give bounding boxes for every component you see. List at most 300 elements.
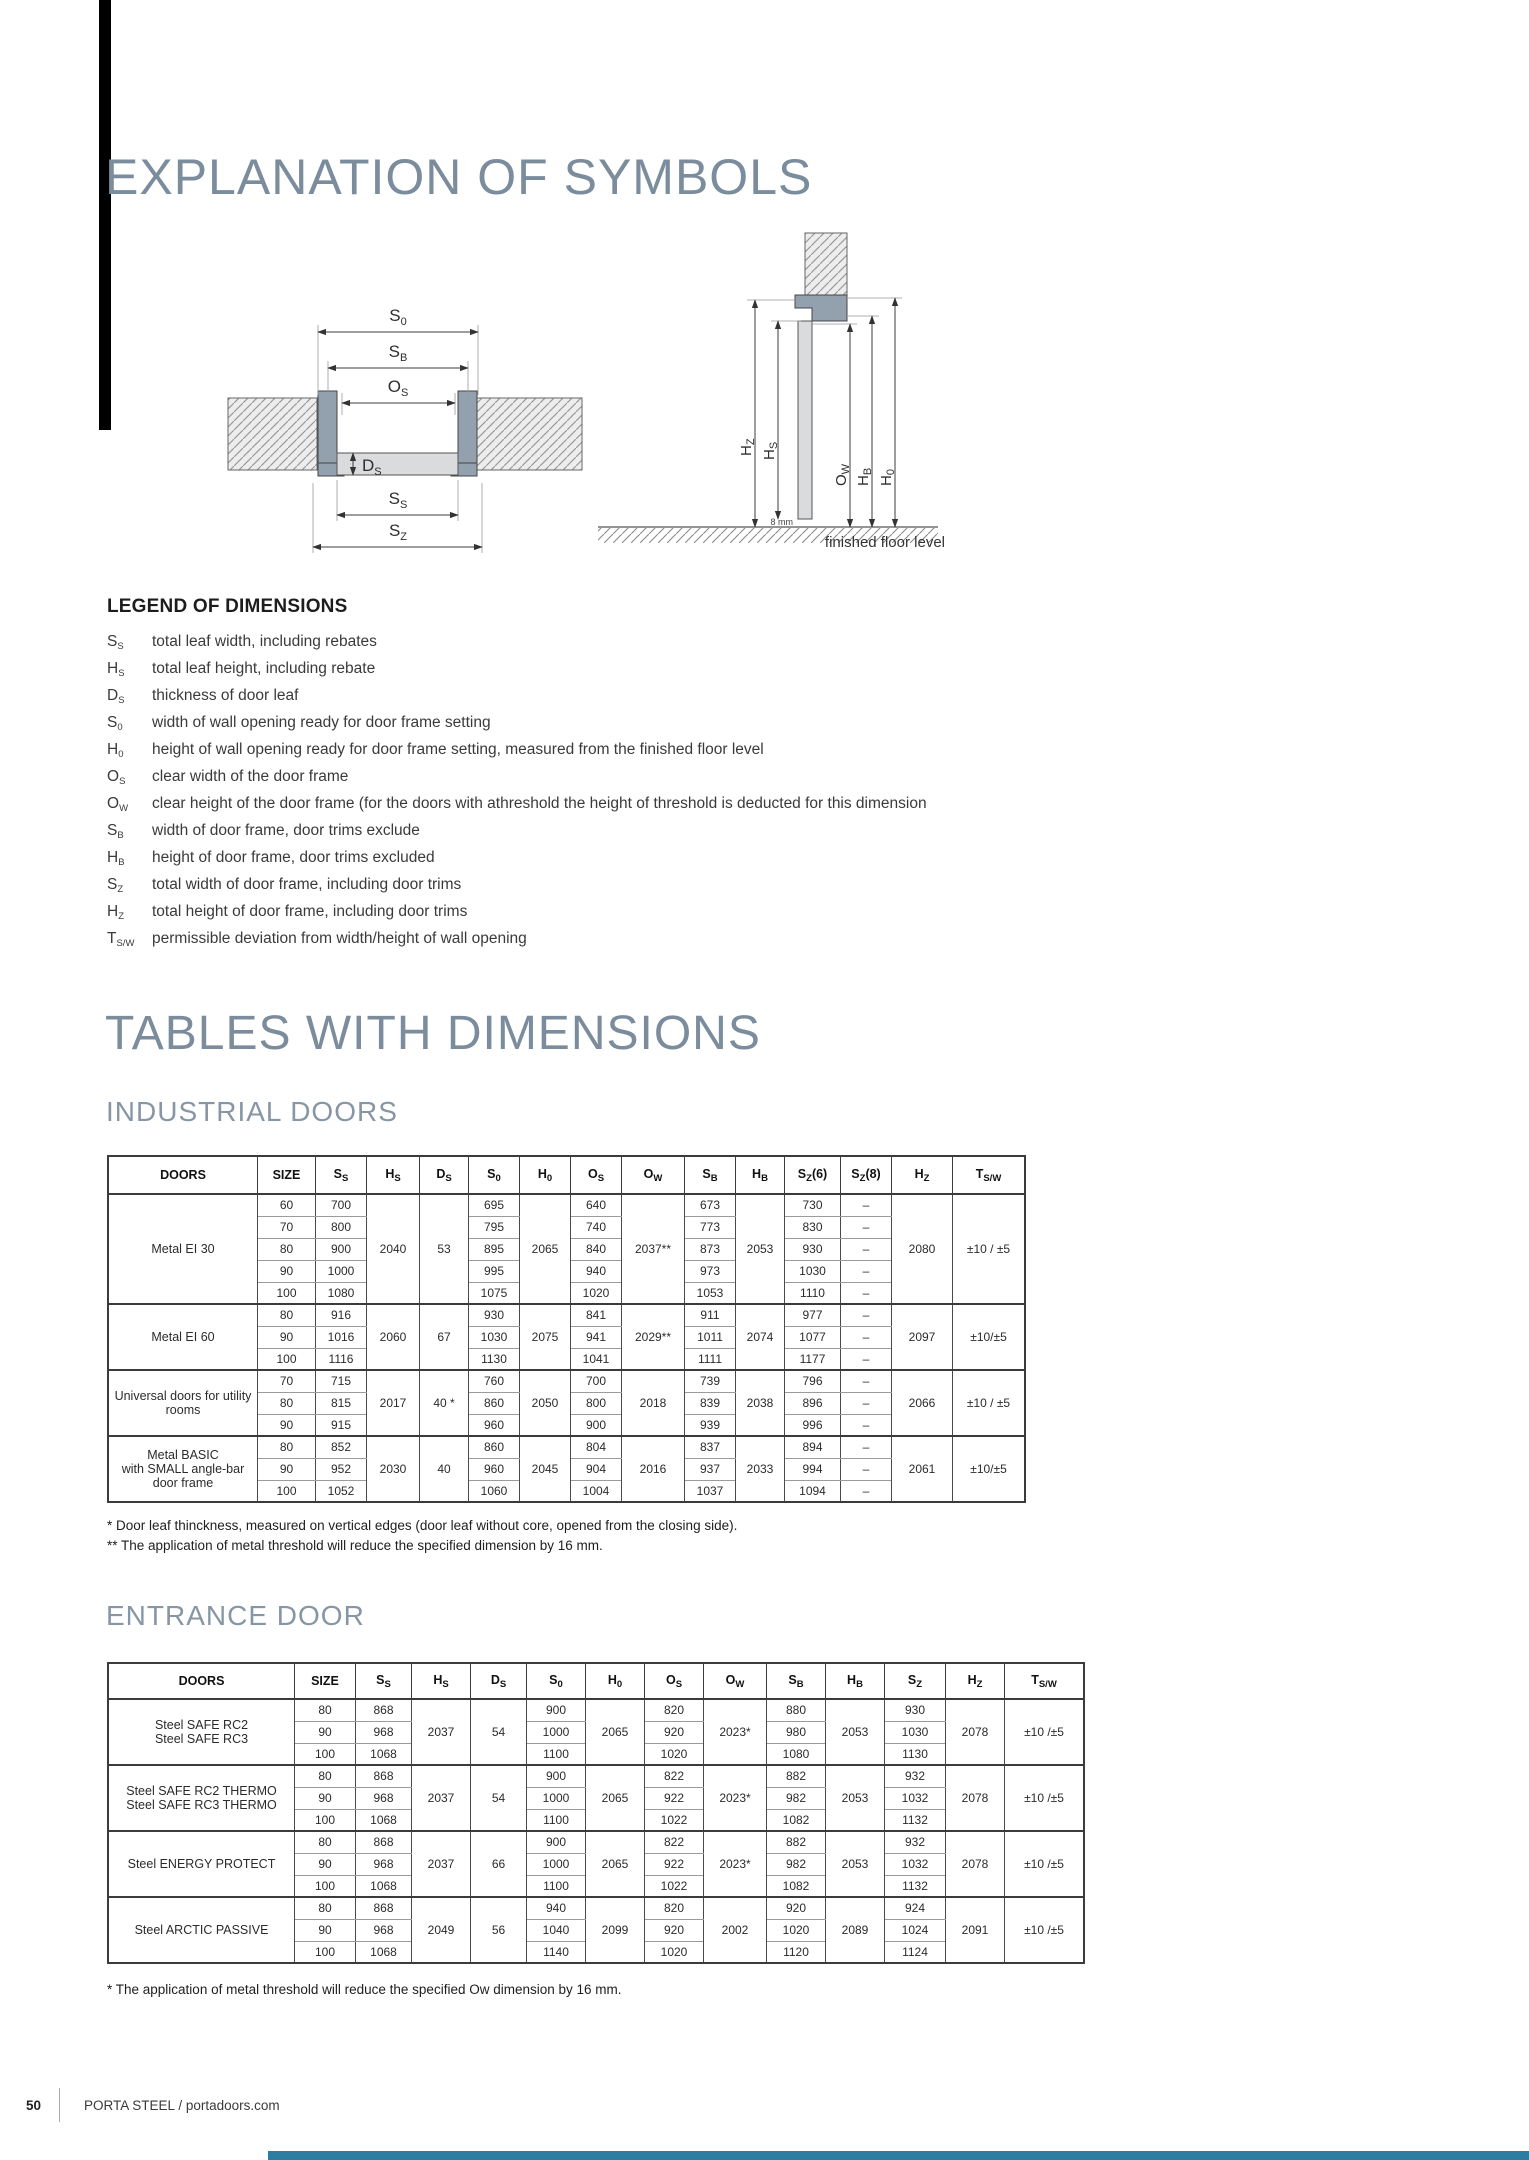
cell-sz8: – <box>841 1480 892 1502</box>
legend-heading: LEGEND OF DIMENSIONS <box>107 596 348 617</box>
cell-s0: 1075 <box>469 1282 520 1304</box>
cell-sb: 1080 <box>767 1743 826 1765</box>
cell-os: 822 <box>645 1831 704 1853</box>
cell-ds: 40 <box>420 1436 469 1502</box>
industrial-doors-heading: INDUSTRIAL DOORS <box>106 1096 398 1127</box>
legend-description: width of door frame, door trims exclude <box>152 822 420 839</box>
cell-sz: 1130 <box>885 1743 946 1765</box>
cell-sz8: – <box>841 1216 892 1238</box>
wall-right <box>477 398 582 470</box>
legend-symbol: $H_S$ <box>107 660 125 679</box>
cell-sizes: 80 <box>258 1436 316 1458</box>
cell-sb: 1037 <box>685 1480 736 1502</box>
dim-label-ds: $D_S$ <box>362 456 382 478</box>
cell-sz6: 930 <box>785 1238 841 1260</box>
dim-label-os: $O_S$ <box>387 377 409 399</box>
cell-os: 700 <box>571 1370 622 1392</box>
footnote: * The application of metal threshold will reduce the specified Ow dimension by 16 mm. <box>107 1982 622 1997</box>
cell-hs: 2060 <box>367 1304 420 1370</box>
cell-sb: 739 <box>685 1370 736 1392</box>
cell-sb: 1053 <box>685 1282 736 1304</box>
cell-os: 841 <box>571 1304 622 1326</box>
cell-sizes: 80 <box>258 1392 316 1414</box>
cell-tsw: ±10/±5 <box>953 1304 1026 1370</box>
cell-sizes: 60 <box>258 1194 316 1216</box>
cell-s0: 1000 <box>527 1787 586 1809</box>
legend-item <box>107 822 1007 849</box>
cell-os: 1004 <box>571 1480 622 1502</box>
cell-ss: 1000 <box>316 1260 367 1282</box>
cell-sz6: 1177 <box>785 1348 841 1370</box>
cell-hb: 2053 <box>826 1699 885 1765</box>
cell-sizes: 100 <box>258 1348 316 1370</box>
cell-sz6: 1030 <box>785 1260 841 1282</box>
cell-s0: 940 <box>527 1897 586 1919</box>
cell-h0: 2050 <box>520 1370 571 1436</box>
cell-hs: 2037 <box>412 1699 471 1765</box>
cell-sz: 1132 <box>885 1875 946 1897</box>
entrance-footnotes <box>107 1980 622 2000</box>
column-header-sb: $S_B$ <box>767 1663 826 1699</box>
legend-symbol: $S_B$ <box>107 822 124 841</box>
cell-sz: 1024 <box>885 1919 946 1941</box>
column-header-hs: $H_S$ <box>367 1156 420 1194</box>
column-header-name: DOORS <box>108 1156 258 1194</box>
cell-ss: 968 <box>356 1919 412 1941</box>
cell-sb: 837 <box>685 1436 736 1458</box>
cell-os: 820 <box>645 1897 704 1919</box>
dim-label-sz: $S_Z$ <box>388 521 408 543</box>
frame-head <box>795 295 847 321</box>
cell-sz6: 796 <box>785 1370 841 1392</box>
cell-s0: 900 <box>527 1831 586 1853</box>
table-row <box>108 1765 1084 1787</box>
cell-os: 804 <box>571 1436 622 1458</box>
cell-sb: 1011 <box>685 1326 736 1348</box>
cell-sb: 1111 <box>685 1348 736 1370</box>
footnote: ** The application of metal threshold will reduce the specified dimension by 16 mm. <box>107 1538 603 1553</box>
cell-sz6: 1094 <box>785 1480 841 1502</box>
cell-s0: 760 <box>469 1370 520 1392</box>
cell-hz: 2080 <box>892 1194 953 1304</box>
cell-sb: 911 <box>685 1304 736 1326</box>
cell-ds: 40 * <box>420 1370 469 1436</box>
cell-ds: 67 <box>420 1304 469 1370</box>
cell-sz6: 730 <box>785 1194 841 1216</box>
legend-description: total height of door frame, including door trims <box>152 903 468 920</box>
cell-ss: 968 <box>356 1787 412 1809</box>
column-header-os: $O_S$ <box>571 1156 622 1194</box>
legend-symbol: $D_S$ <box>107 687 125 706</box>
cell-ow: 2016 <box>622 1436 685 1502</box>
cell-s0: 895 <box>469 1238 520 1260</box>
cell-sz8: – <box>841 1238 892 1260</box>
cell-sb: 773 <box>685 1216 736 1238</box>
legend-description: thickness of door leaf <box>152 687 299 704</box>
cell-sz6: 996 <box>785 1414 841 1436</box>
cell-sz8: – <box>841 1370 892 1392</box>
table-row <box>108 1831 1084 1853</box>
cell-os: 1020 <box>645 1743 704 1765</box>
cell-sizes: 80 <box>258 1304 316 1326</box>
cell-ow: 2018 <box>622 1370 685 1436</box>
frame-jamb-left <box>318 391 337 469</box>
cell-hz: 2066 <box>892 1370 953 1436</box>
cell-hs: 2030 <box>367 1436 420 1502</box>
legend-description: height of door frame, door trims excluded <box>152 849 435 866</box>
cell-sz8: – <box>841 1194 892 1216</box>
section-diagram <box>595 228 955 563</box>
footnote: * Door leaf thinckness, measured on vertical edges (door leaf without core, opened from the closing side). <box>107 1518 738 1533</box>
cell-sz8: – <box>841 1414 892 1436</box>
cell-sb: 882 <box>767 1765 826 1787</box>
cell-ow: 2002 <box>704 1897 767 1963</box>
cell-sz: 1032 <box>885 1787 946 1809</box>
cell-ss: 1116 <box>316 1348 367 1370</box>
legend-symbol: $H_Z$ <box>107 903 125 922</box>
legend-description: total leaf width, including rebates <box>152 633 377 650</box>
door-name: Universal doors for utility rooms <box>108 1370 258 1436</box>
cell-ss: 715 <box>316 1370 367 1392</box>
legend-list <box>107 633 1007 957</box>
gap-label: 8 mm <box>770 517 793 527</box>
cell-ss: 916 <box>316 1304 367 1326</box>
column-header-ow: $O_W$ <box>704 1663 767 1699</box>
cell-s0: 1100 <box>527 1743 586 1765</box>
cell-sb: 873 <box>685 1238 736 1260</box>
cell-sb: 982 <box>767 1853 826 1875</box>
cell-sb: 1120 <box>767 1941 826 1963</box>
dim-label-hz: $H_Z$ <box>738 438 757 456</box>
cell-sb: 982 <box>767 1787 826 1809</box>
page-footer <box>26 2086 280 2124</box>
table-row <box>108 1897 1084 1919</box>
cell-sz8: – <box>841 1458 892 1480</box>
column-header-s0: $S_0$ <box>469 1156 520 1194</box>
door-name: Metal BASIC with SMALL angle-bar door frame <box>108 1436 258 1502</box>
cell-ss: 868 <box>356 1897 412 1919</box>
legend-symbol: $O_S$ <box>107 768 126 787</box>
cell-hb: 2053 <box>736 1194 785 1304</box>
cell-sz: 924 <box>885 1897 946 1919</box>
cell-tsw: ±10 /±5 <box>1005 1699 1085 1765</box>
cell-ss: 1080 <box>316 1282 367 1304</box>
cell-sb: 920 <box>767 1897 826 1919</box>
cell-ss: 952 <box>316 1458 367 1480</box>
cell-hz: 2078 <box>946 1831 1005 1897</box>
wall-left <box>228 398 317 470</box>
door-name: Steel ARCTIC PASSIVE <box>108 1897 295 1963</box>
cell-hz: 2078 <box>946 1699 1005 1765</box>
column-header-ss: $S_S$ <box>356 1663 412 1699</box>
cell-s0: 695 <box>469 1194 520 1216</box>
cell-h0: 2065 <box>586 1765 645 1831</box>
column-header-ds: $D_S$ <box>420 1156 469 1194</box>
legend-item <box>107 633 1007 660</box>
cell-h0: 2065 <box>586 1831 645 1897</box>
cell-sb: 1082 <box>767 1875 826 1897</box>
cell-s0: 960 <box>469 1458 520 1480</box>
legend-symbol: $S_Z$ <box>107 876 124 895</box>
cell-ss: 968 <box>356 1721 412 1743</box>
cell-os: 822 <box>645 1765 704 1787</box>
legend-item <box>107 714 1007 741</box>
entrance-door-heading: ENTRANCE DOOR <box>106 1600 365 1631</box>
legend-item <box>107 768 1007 795</box>
cell-os: 820 <box>645 1699 704 1721</box>
cell-os: 920 <box>645 1919 704 1941</box>
column-header-hz: $H_Z$ <box>946 1663 1005 1699</box>
cell-sz6: 894 <box>785 1436 841 1458</box>
cell-sizes: 70 <box>258 1370 316 1392</box>
dim-label-sb: $S_B$ <box>388 342 408 364</box>
legend-item <box>107 849 1007 876</box>
cell-sz: 930 <box>885 1699 946 1721</box>
cell-sz8: – <box>841 1326 892 1348</box>
cell-hs: 2049 <box>412 1897 471 1963</box>
cell-ow: 2023* <box>704 1765 767 1831</box>
door-name: Steel ENERGY PROTECT <box>108 1831 295 1897</box>
column-header-name: DOORS <box>108 1663 295 1699</box>
cell-s0: 860 <box>469 1436 520 1458</box>
cell-sb: 973 <box>685 1260 736 1282</box>
column-header-ss: $S_S$ <box>316 1156 367 1194</box>
cell-os: 740 <box>571 1216 622 1238</box>
cell-sb: 1020 <box>767 1919 826 1941</box>
cell-os: 1020 <box>571 1282 622 1304</box>
cell-sz8: – <box>841 1436 892 1458</box>
cell-sb: 939 <box>685 1414 736 1436</box>
legend-description: width of wall opening ready for door frame setting <box>152 714 491 731</box>
cell-tsw: ±10 / ±5 <box>953 1370 1026 1436</box>
door-name: Metal EI 30 <box>108 1194 258 1304</box>
frame-jamb-right <box>458 391 477 469</box>
cell-s0: 1000 <box>527 1853 586 1875</box>
cell-sizes: 100 <box>295 1809 356 1831</box>
cell-hz: 2091 <box>946 1897 1005 1963</box>
cell-os: 920 <box>645 1721 704 1743</box>
table-row <box>108 1304 1025 1326</box>
floor-level-label: finished floor level <box>824 534 945 551</box>
cell-os: 640 <box>571 1194 622 1216</box>
column-header-h0: $H_0$ <box>520 1156 571 1194</box>
cell-sz6: 1110 <box>785 1282 841 1304</box>
column-header-tsw: $T_{S/W}$ <box>1005 1663 1085 1699</box>
legend-item <box>107 660 1007 687</box>
column-header-ds: $D_S$ <box>471 1663 527 1699</box>
cell-sz6: 830 <box>785 1216 841 1238</box>
column-header-sizes: SIZE <box>295 1663 356 1699</box>
cell-s0: 1140 <box>527 1941 586 1963</box>
cell-sizes: 90 <box>295 1853 356 1875</box>
cell-s0: 900 <box>527 1699 586 1721</box>
cell-sizes: 90 <box>258 1458 316 1480</box>
legend-description: permissible deviation from width/height of wall opening <box>152 930 527 947</box>
cell-sb: 1082 <box>767 1809 826 1831</box>
plan-diagram-drawing <box>225 295 585 565</box>
column-header-sizes: SIZE <box>258 1156 316 1194</box>
cell-tsw: ±10 /±5 <box>1005 1831 1085 1897</box>
cell-os: 1022 <box>645 1875 704 1897</box>
legend-symbol: $S_0$ <box>107 714 123 733</box>
column-header-hs: $H_S$ <box>412 1663 471 1699</box>
cell-sizes: 100 <box>295 1875 356 1897</box>
cell-h0: 2099 <box>586 1897 645 1963</box>
cell-sb: 882 <box>767 1831 826 1853</box>
cell-ss: 1052 <box>316 1480 367 1502</box>
cell-ds: 56 <box>471 1897 527 1963</box>
section-diagram-drawing <box>595 228 955 558</box>
cell-hs: 2037 <box>412 1831 471 1897</box>
cell-hs: 2040 <box>367 1194 420 1304</box>
legend-description: height of wall opening ready for door frame setting, measured from the finished floor level <box>152 741 764 758</box>
cell-ss: 900 <box>316 1238 367 1260</box>
cell-os: 1041 <box>571 1348 622 1370</box>
cell-sz: 932 <box>885 1831 946 1853</box>
cell-sizes: 70 <box>258 1216 316 1238</box>
column-header-os: $O_S$ <box>645 1663 704 1699</box>
cell-hb: 2033 <box>736 1436 785 1502</box>
cell-ss: 815 <box>316 1392 367 1414</box>
door-name: Steel SAFE RC2 Steel SAFE RC3 <box>108 1699 295 1765</box>
page-title: EXPLANATION OF SYMBOLS <box>105 149 813 205</box>
cell-sizes: 90 <box>258 1414 316 1436</box>
page-number: 50 <box>26 2097 42 2113</box>
dim-label-hb: $H_B$ <box>855 467 874 486</box>
cell-hb: 2053 <box>826 1765 885 1831</box>
cell-s0: 1000 <box>527 1721 586 1743</box>
legend-symbol: $H_B$ <box>107 849 125 868</box>
legend-item <box>107 876 1007 903</box>
cell-sz6: 1077 <box>785 1326 841 1348</box>
cell-ss: 868 <box>356 1699 412 1721</box>
cell-hs: 2017 <box>367 1370 420 1436</box>
column-header-hz: $H_Z$ <box>892 1156 953 1194</box>
cell-ds: 54 <box>471 1765 527 1831</box>
cell-sizes: 90 <box>258 1326 316 1348</box>
footer-brand: PORTA STEEL / portadoors.com <box>84 2097 280 2113</box>
door-name: Metal EI 60 <box>108 1304 258 1370</box>
column-header-tsw: $T_{S/W}$ <box>953 1156 1026 1194</box>
column-header-hb: $H_B$ <box>826 1663 885 1699</box>
cell-sz: 1132 <box>885 1809 946 1831</box>
legend-item <box>107 903 1007 930</box>
wall-lintel <box>805 233 847 295</box>
cell-sizes: 100 <box>295 1743 356 1765</box>
cell-s0: 1130 <box>469 1348 520 1370</box>
cell-os: 900 <box>571 1414 622 1436</box>
cell-ds: 53 <box>420 1194 469 1304</box>
cell-sizes: 90 <box>295 1787 356 1809</box>
cell-sb: 839 <box>685 1392 736 1414</box>
cell-s0: 995 <box>469 1260 520 1282</box>
cell-s0: 1040 <box>527 1919 586 1941</box>
cell-hs: 2037 <box>412 1765 471 1831</box>
industrial-footnotes <box>107 1516 737 1556</box>
legend-symbol: $H_0$ <box>107 741 124 760</box>
cell-sz6: 994 <box>785 1458 841 1480</box>
cell-os: 1022 <box>645 1809 704 1831</box>
column-header-sz: $S_Z$ <box>885 1663 946 1699</box>
column-header-hb: $H_B$ <box>736 1156 785 1194</box>
door-leaf-section <box>798 321 812 519</box>
column-header-sb: $S_B$ <box>685 1156 736 1194</box>
cell-s0: 860 <box>469 1392 520 1414</box>
door-name: Steel SAFE RC2 THERMO Steel SAFE RC3 THERMO <box>108 1765 295 1831</box>
cell-ss: 968 <box>356 1853 412 1875</box>
cell-ss: 1068 <box>356 1941 412 1963</box>
cell-sizes: 80 <box>295 1897 356 1919</box>
industrial-table <box>107 1155 1026 1503</box>
column-header-sz8: $S_Z(8)$ <box>841 1156 892 1194</box>
legend-symbol: $T_{S/W}$ <box>107 930 135 949</box>
table-row <box>108 1699 1084 1721</box>
cell-sz: 1124 <box>885 1941 946 1963</box>
cell-sizes: 80 <box>258 1238 316 1260</box>
cell-ss: 868 <box>356 1765 412 1787</box>
cell-sizes: 90 <box>295 1721 356 1743</box>
cell-sz: 932 <box>885 1765 946 1787</box>
tables-title: TABLES WITH DIMENSIONS <box>105 1007 761 1060</box>
cell-sb: 673 <box>685 1194 736 1216</box>
cell-ds: 66 <box>471 1831 527 1897</box>
cell-ow: 2037** <box>622 1194 685 1304</box>
cell-sz8: – <box>841 1304 892 1326</box>
column-header-s0: $S_0$ <box>527 1663 586 1699</box>
cell-ss: 1068 <box>356 1809 412 1831</box>
table-row <box>108 1370 1025 1392</box>
cell-s0: 1100 <box>527 1809 586 1831</box>
cell-ss: 1068 <box>356 1875 412 1897</box>
page-edge-strip <box>268 2151 1529 2160</box>
table-row <box>108 1436 1025 1458</box>
cell-sz6: 977 <box>785 1304 841 1326</box>
cell-hz: 2097 <box>892 1304 953 1370</box>
cell-sb: 937 <box>685 1458 736 1480</box>
cell-sb: 880 <box>767 1699 826 1721</box>
cell-ss: 1016 <box>316 1326 367 1348</box>
cell-os: 922 <box>645 1853 704 1875</box>
cell-sizes: 90 <box>295 1919 356 1941</box>
cell-sizes: 100 <box>295 1941 356 1963</box>
cell-ow: 2029** <box>622 1304 685 1370</box>
cell-ss: 1068 <box>356 1743 412 1765</box>
cell-s0: 930 <box>469 1304 520 1326</box>
legend-description: total leaf height, including rebate <box>152 660 376 677</box>
cell-ds: 54 <box>471 1699 527 1765</box>
dim-label-ow: $O_W$ <box>833 463 852 486</box>
column-header-sz6: $S_Z(6)$ <box>785 1156 841 1194</box>
cell-s0: 795 <box>469 1216 520 1238</box>
cell-sz8: – <box>841 1260 892 1282</box>
cell-s0: 900 <box>527 1765 586 1787</box>
cell-sz: 1030 <box>885 1721 946 1743</box>
cell-sizes: 80 <box>295 1765 356 1787</box>
table-row <box>108 1194 1025 1216</box>
plan-diagram <box>225 295 585 570</box>
legend-item <box>107 795 1007 822</box>
column-header-h0: $H_0$ <box>586 1663 645 1699</box>
cell-tsw: ±10 /±5 <box>1005 1765 1085 1831</box>
cell-hb: 2074 <box>736 1304 785 1370</box>
legend-item <box>107 930 1007 957</box>
cell-os: 904 <box>571 1458 622 1480</box>
cell-sz: 1032 <box>885 1853 946 1875</box>
entrance-table <box>107 1662 1085 1964</box>
cell-tsw: ±10 / ±5 <box>953 1194 1026 1304</box>
cell-h0: 2045 <box>520 1436 571 1502</box>
cell-os: 940 <box>571 1260 622 1282</box>
